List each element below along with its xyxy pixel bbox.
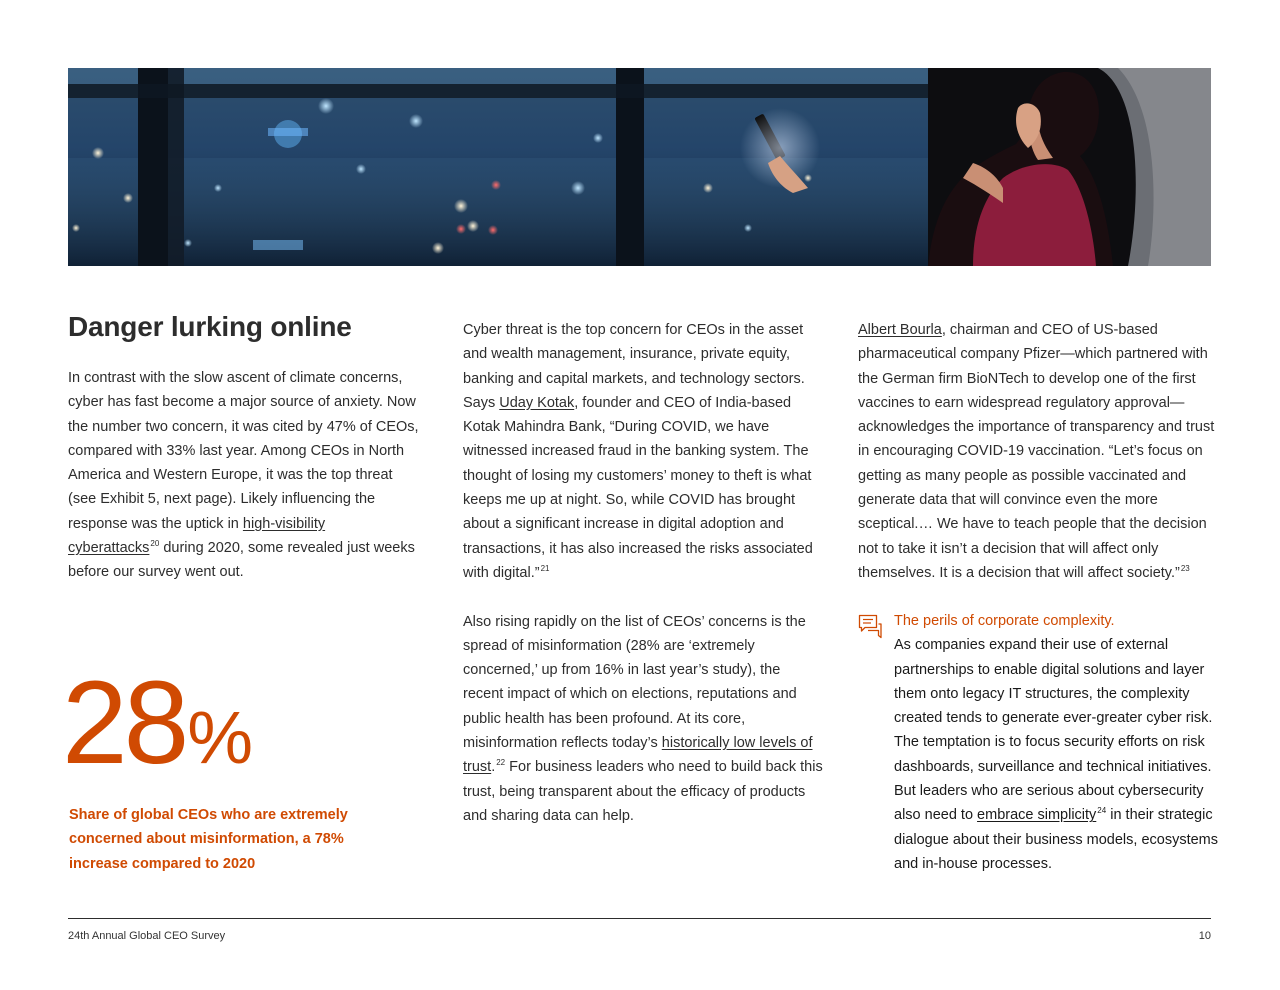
paragraph-text: , chairman and CEO of US-based pharmaceutical company Pfizer—which partnered with the German firm BioNTech to develop one of the first vaccines to earn widespread regulatory approval—acknowledges the importance of transparency and trust in encouraging COVID-19 vaccination. “Let’s focus on getting as many people as possible vaccinated and generate data that will convince even the more sceptical.… We have to teach people that the decision not to take it isn’t a decision that will affect only themselves. It is a decision that will affect society.” [858, 322, 1215, 581]
footnote-ref: 21 [540, 563, 550, 573]
column-middle [463, 318, 823, 828]
stat-caption: Share of global CEOs who are extremely concerned about misinformation, a 78% increase compared to 2020 [69, 807, 348, 872]
paragraph-text: . [491, 759, 496, 776]
footnote-ref: 22 [496, 758, 506, 768]
footnote-ref: 20 [150, 539, 160, 549]
footer-divider [68, 918, 1211, 919]
stat-unit: % [187, 696, 254, 779]
link-albert-bourla[interactable]: Albert Bourla [858, 322, 942, 338]
paragraph-cyber-threat [463, 318, 823, 585]
paragraph-misinformation [463, 610, 823, 829]
paragraph-text: Cyber threat is the top concern for CEOs in the asset and wealth management, insurance, private equity, banking and capital markets, and technology sectors. Says [463, 322, 805, 411]
paragraph-text: , founder and CEO of India-based Kotak Mahindra Bank, “During COVID, we have witnessed increased fraud in the banking system. The thought of losing my customers’ money to theft is what keeps me up at night. So, while COVID has brought about a significant increase in digital adoption and transactions, it has also increased the risks associated with digital.” [463, 394, 813, 581]
intro-paragraph [68, 366, 420, 585]
hero-photo [68, 68, 1211, 266]
link-embrace-simplicity[interactable]: embrace simplicity [977, 807, 1097, 824]
paragraph-text: In contrast with the slow ascent of climate concerns, cyber has fast become a major source of anxiety. Now the number two concern, it was cited by 47% of CEOs, compared with 33% last year. Among CEOs in North America and Western Europe, it was the top threat (see Exhibit 5, next page). Likely influencing the response was the uptick in [68, 370, 419, 532]
footnote-ref: 23 [1180, 563, 1190, 573]
paragraph-text: Also rising rapidly on the list of CEOs’ concerns is the spread of misinformation (28% are ‘extremely concerned,’ up from 16% in last year’s study), the recent impact of which on elections, reputations and public health has been profound. At its core, misinformation reflects today’s [463, 613, 806, 752]
paragraph-text: during 2020, some revealed just weeks before our survey went out. [68, 540, 415, 581]
stat-callout [62, 657, 254, 789]
sidebar-title: The perils of corporate complexity. [894, 613, 1115, 629]
link-uday-kotak[interactable]: Uday Kotak [499, 394, 575, 411]
stat-number: 28 [62, 657, 186, 789]
page-heading: Danger lurking online [68, 311, 352, 342]
paragraph-albert-bourla [858, 318, 1224, 585]
link-high-visibility-cyberattacks[interactable]: high-visibility cyberattacks [68, 515, 326, 557]
sidebar-text: in their strategic dialogue about their business models, ecosystems and in-house processes. [894, 807, 1219, 872]
column-left [68, 312, 420, 585]
page-number: 10 [1198, 930, 1211, 942]
link-historically-low-levels-of-trust[interactable]: historically low levels of trust [463, 735, 813, 776]
footer-report-title: 24th Annual Global CEO Survey [68, 930, 226, 942]
hero-photo-illustration [68, 68, 1211, 266]
chat-bubbles-icon [858, 613, 884, 639]
footnote-ref: 24 [1097, 806, 1107, 816]
sidebar-body [894, 609, 1228, 876]
column-right [858, 318, 1224, 585]
paragraph-text: For business leaders who need to build back this trust, being transparent about the efficacy of products and sharing data can help. [463, 759, 823, 824]
sidebar-text: As companies expand their use of external partnerships to enable digital solutions and layer them onto legacy IT structures, the complexity created tends to generate ever-greater cyber risk. The temptation is to focus security efforts on risk dashboards, surveillance and technical initiatives. But leaders who are serious about cybersecurity also need to [894, 637, 1213, 824]
